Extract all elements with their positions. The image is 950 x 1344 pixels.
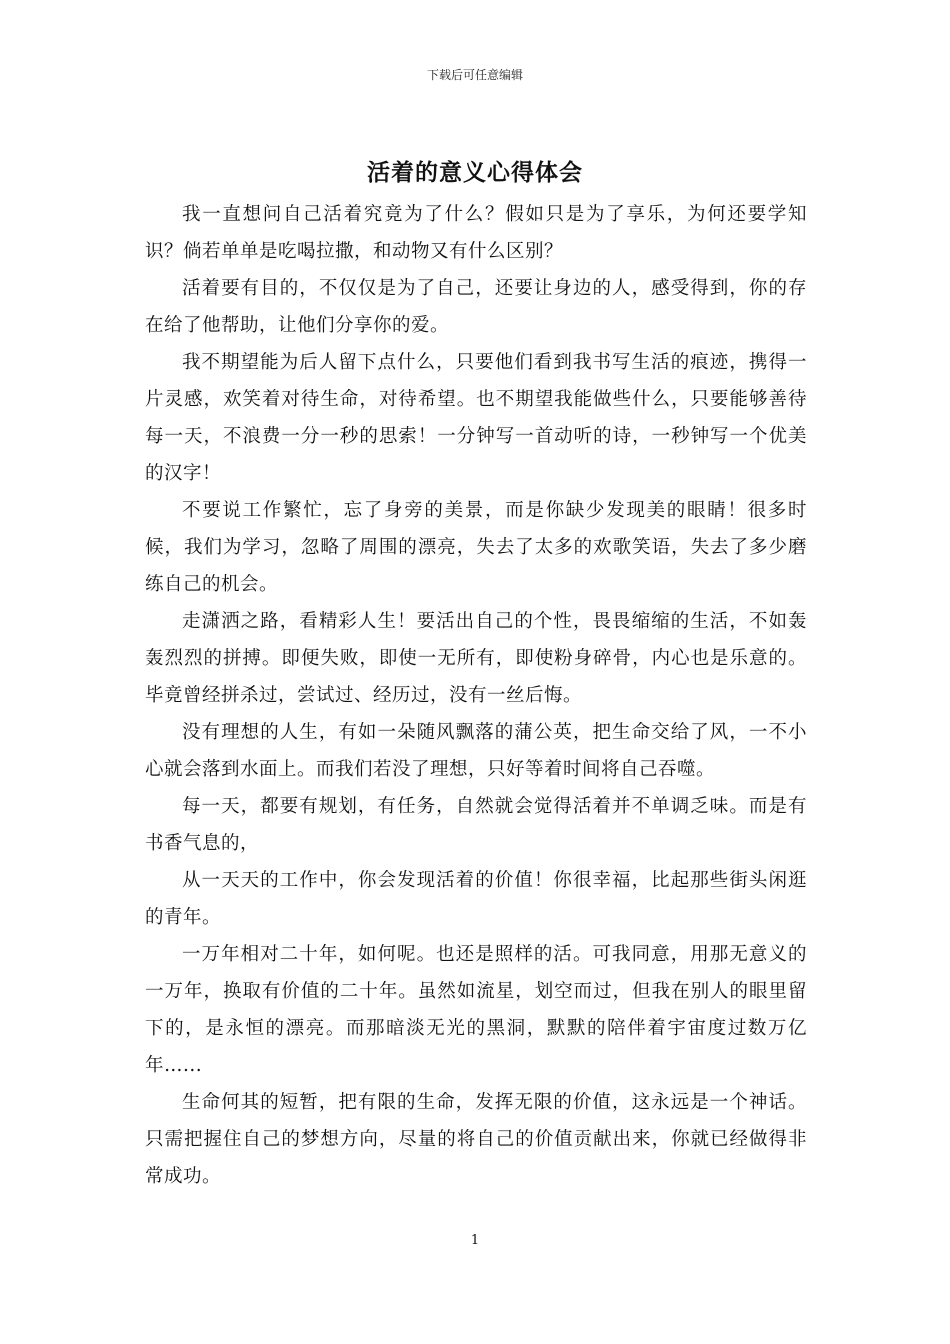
paragraph: 活着要有目的，不仅仅是为了自己，还要让身边的人，感受得到，你的存在给了他帮助，让他们分享你的爱。 <box>145 278 807 336</box>
document-title: 活着的意义心得体会 <box>367 160 583 186</box>
paragraph: 生命何其的短暂，把有限的生命，发挥无限的价值，这永远是一个神话。只需把握住自己的梦想方向，尽量的将自己的价值贡献出来，你就已经做得非常成功。 <box>145 1092 807 1187</box>
paragraph: 从一天天的工作中，你会发现活着的价值！你很幸福，比起那些街头闲逛的青年。 <box>145 870 807 928</box>
paragraph: 我不期望能为后人留下点什么，只要他们看到我书写生活的痕迹，携得一片灵感，欢笑着对待生命，对待希望。也不期望我能做些什么，只要能够善待每一天，不浪费一分一秒的思索！一分钟写一首动听的诗，一秒钟写一个优美的汉字！ <box>145 352 807 484</box>
document-body <box>145 196 807 1195</box>
paragraph: 每一天，都要有规划，有任务，自然就会觉得活着并不单调乏味。而是有书香气息的， <box>145 796 807 854</box>
header-note: 下载后可任意编辑 <box>426 68 523 82</box>
paragraph: 一万年相对二十年，如何呢。也还是照样的活。可我同意，用那无意义的一万年，换取有价值的二十年。虽然如流星，划空而过，但我在别人的眼里留下的，是永恒的漂亮。而那暗淡无光的黑洞，默默的陪伴着宇宙度过数万亿年…... <box>145 944 807 1076</box>
page-number: 1 <box>470 1233 480 1248</box>
paragraph: 我一直想问自己活着究竟为了什么？假如只是为了享乐，为何还要学知识？倘若单单是吃喝拉撒，和动物又有什么区别？ <box>145 204 807 262</box>
paragraph: 没有理想的人生，有如一朵随风飘落的蒲公英，把生命交给了风，一不小心就会落到水面上。而我们若没了理想，只好等着时间将自己吞噬。 <box>145 722 807 780</box>
paragraph: 不要说工作繁忙，忘了身旁的美景，而是你缺少发现美的眼睛！很多时候，我们为学习，忽略了周围的漂亮，失去了太多的欢歌笑语，失去了多少磨练自己的机会。 <box>145 500 807 595</box>
paragraph: 走潇洒之路，看精彩人生！要活出自己的个性，畏畏缩缩的生活，不如轰轰烈烈的拼搏。即便失败，即使一无所有，即使粉身碎骨，内心也是乐意的。毕竟曾经拼杀过，尝试过、经历过，没有一丝后悔。 <box>145 611 807 706</box>
